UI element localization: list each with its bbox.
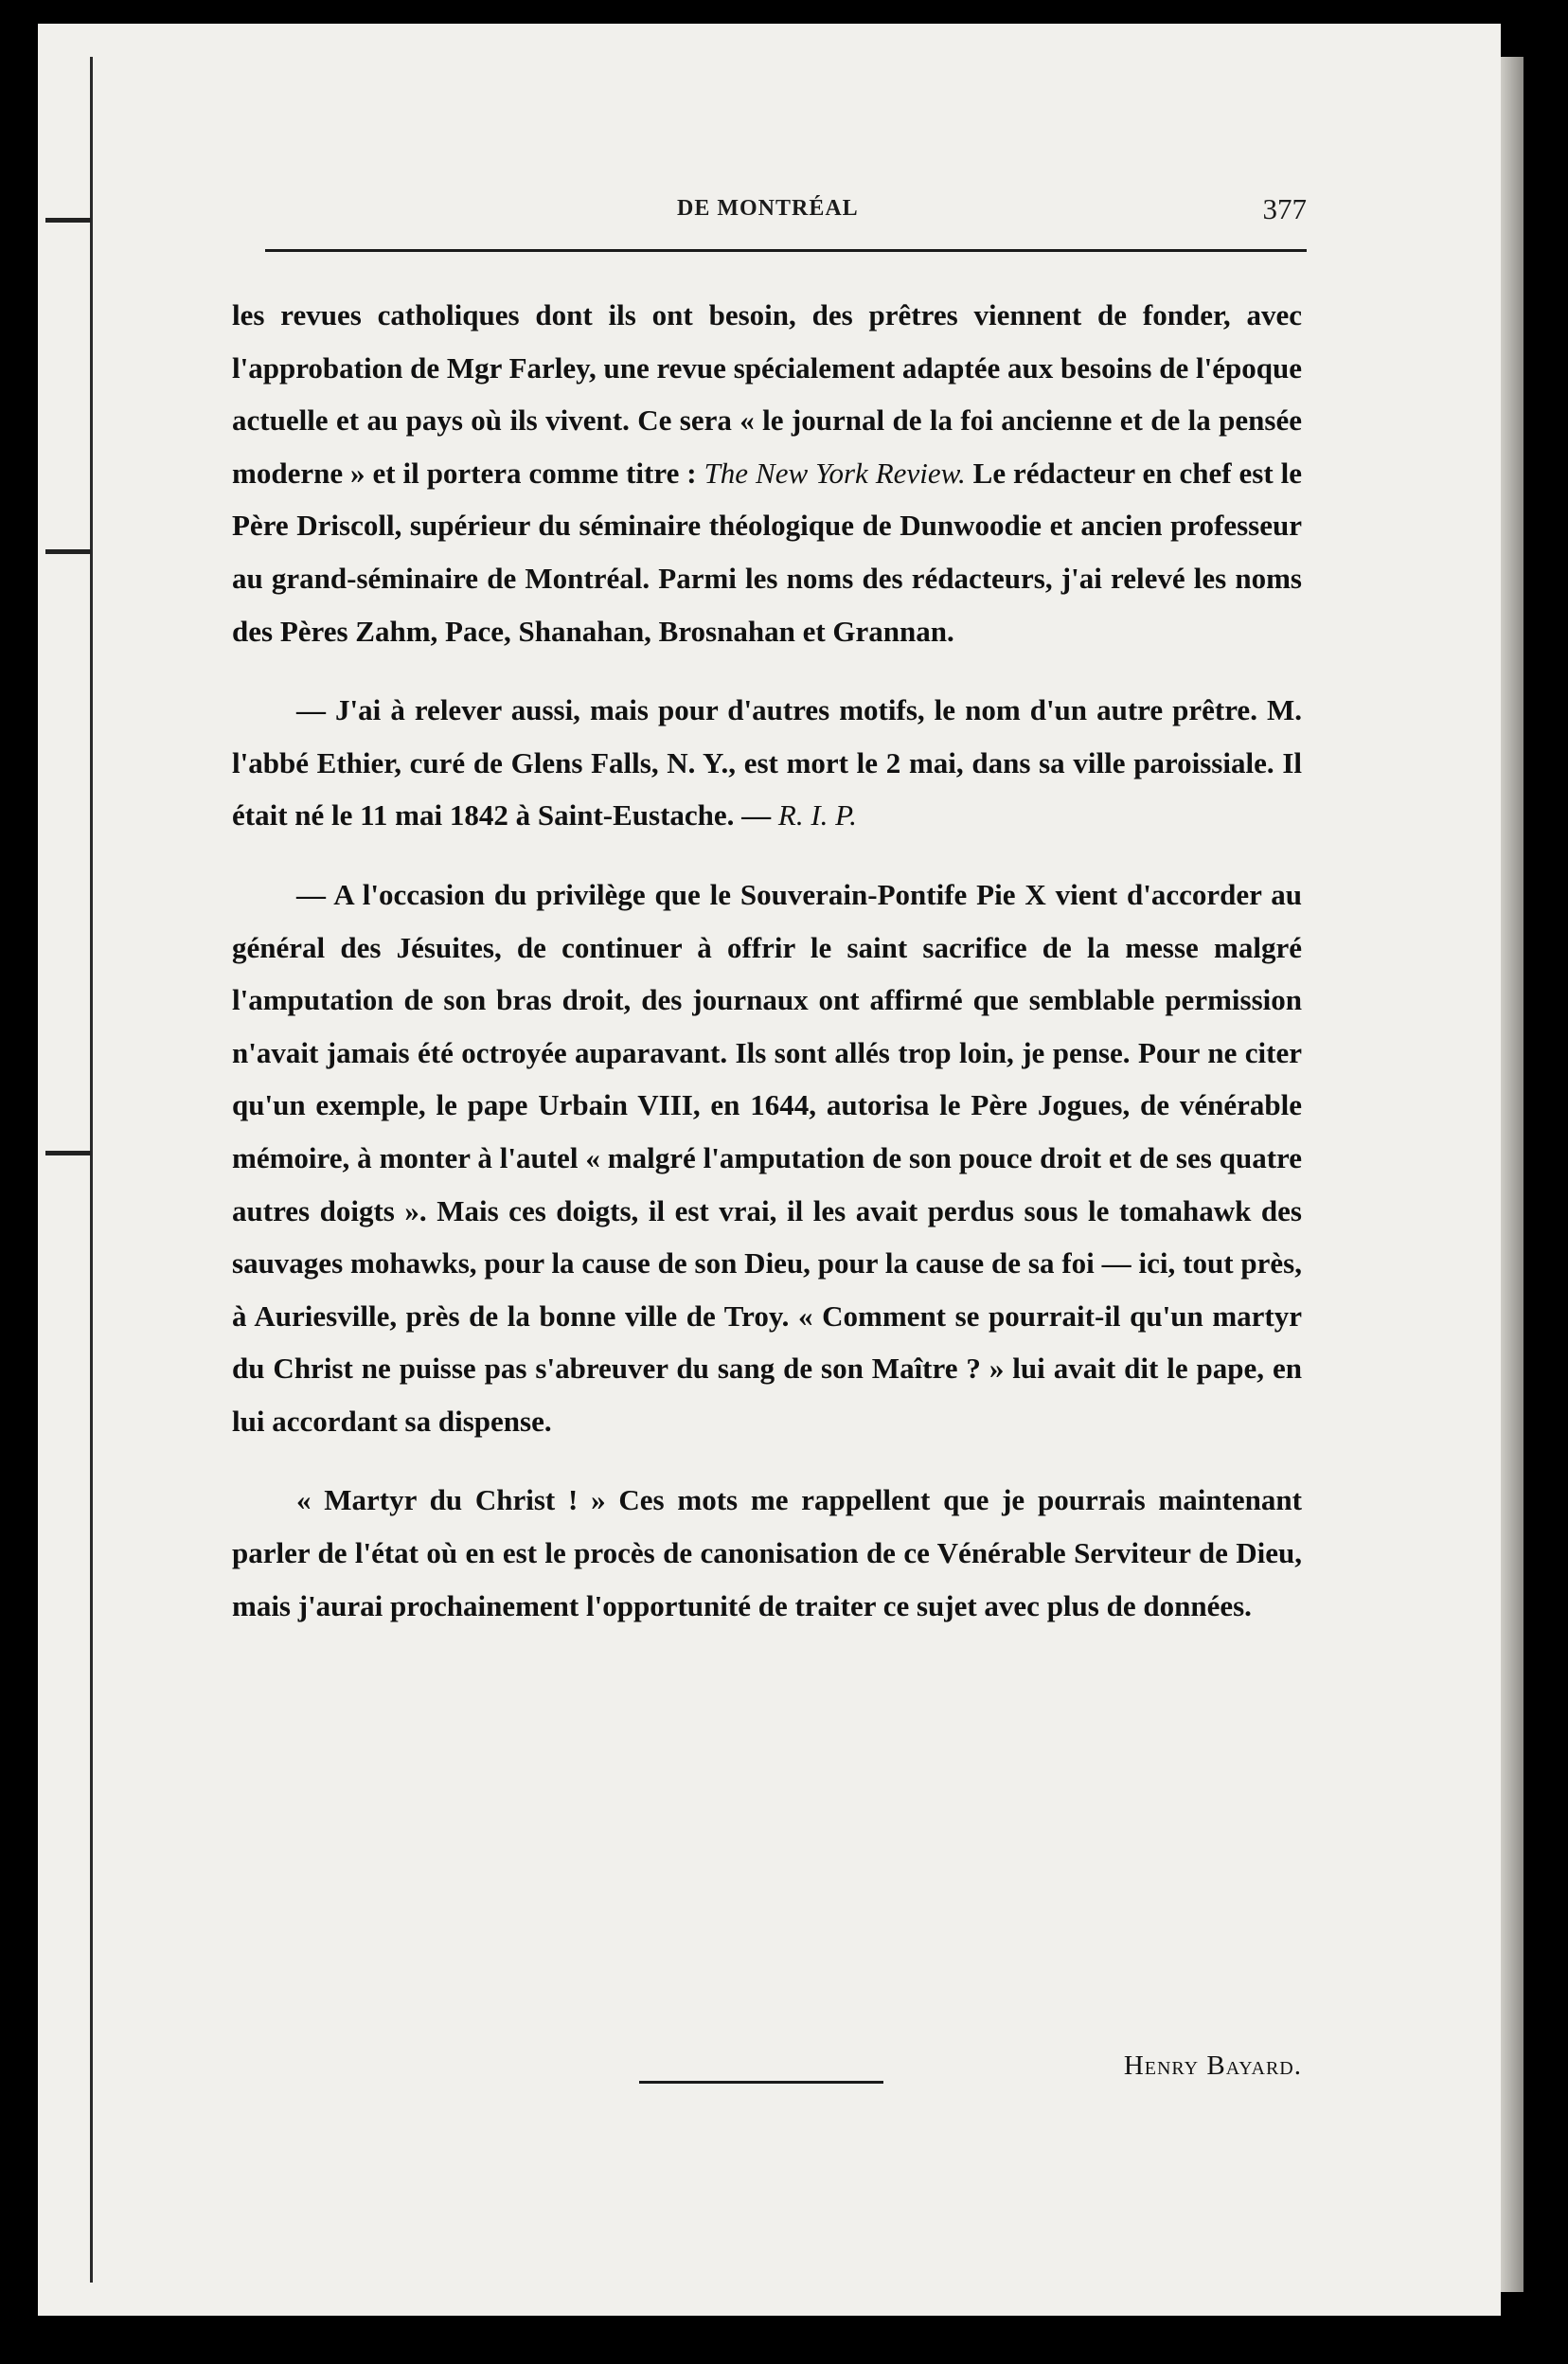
text-segment: — A l'occasion du privilège que le Souverain-Pontife Pie X vient d'accorder au général des Jésuites, de continuer à offrir le saint sacrifice de la messe malgré l'amputation de son bras droit, des journaux ont affirmé que semblable permission n'avait jamais été octroyée auparavant. Ils sont allés trop loin, je pense. Pour ne citer qu'un exemple, le pape Urbain VIII, en 1644, autorisa le Père Jogues, de vénérable mémoire, à monter à l'autel « malgré l'amputation de son pouce droit et de ses quatre autres doigts ». Mais ces doigts, il est vrai, il les avait perdus sous le tomahawk des sauvages mohawks, pour la cause de son Dieu, pour la cause de sa foi — ici, tout près, à Auriesville, près de la bonne ville de Troy. « Comment se pourrait-il qu'un martyr du Christ ne puisse pas s'abreuver du sang de son Maître ? » lui avait dit le pape, en lui accordant sa dispense. — [232, 877, 1302, 1438]
margin-tick — [45, 549, 91, 554]
text-segment: les revues catholiques dont ils ont besoin, des prêtres viennent de fonder, avec l'approbation de Mgr Farley, une revue spécialement adaptée aux besoins de l'époque actuelle et au pays où ils vivent. Ce sera « le journal de la foi ancienne et de la pensée moderne » et il portera comme titre : — [232, 298, 1302, 490]
margin-tick — [45, 1151, 91, 1155]
rip-abbreviation: R. I. P. — [777, 798, 857, 833]
paragraph-3 — [232, 869, 1302, 1448]
document-page — [38, 24, 1501, 2316]
paragraph-1 — [232, 289, 1302, 657]
running-title: DE MONTRÉAL — [677, 196, 859, 221]
page-number: 377 — [1262, 192, 1307, 225]
signature-row — [232, 2041, 1302, 2098]
margin-line — [90, 57, 93, 2283]
article-body — [232, 289, 1302, 1632]
margin-tick — [45, 218, 91, 223]
journal-title: The New York Review. — [704, 456, 966, 490]
author-signature: Henry Bayard. — [1123, 2051, 1302, 2081]
paragraph-2 — [232, 684, 1302, 842]
text-segment: — J'ai à relever aussi, mais pour d'autres motifs, le nom d'un autre prêtre. M. l'abbé Ethier, curé de Glens Falls, N. Y., est mort le 2 mai, dans sa ville paroissiale. Il était né le 11 mai 1842 à Saint-Eustache. — — [232, 693, 1302, 833]
paragraph-4 — [232, 1474, 1302, 1632]
text-segment: « Martyr du Christ ! » Ces mots me rappellent que je pourrais maintenant parler de l'état où en est le procès de canonisation de ce Vénérable Serviteur de Dieu, mais j'aurai prochainement l'opportunité de traiter ce sujet avec plus de données. — [232, 1483, 1302, 1622]
text-segment: Le rédacteur en chef est le Père Driscoll, supérieur du séminaire théologique de Dunwoodie et ancien professeur au grand-séminaire de Montréal. Parmi les noms des rédacteurs, j'ai relevé les noms des Pères Zahm, Pace, Shanahan, Brosnahan et Grannan. — [232, 456, 1302, 648]
closing-rule — [639, 2081, 883, 2084]
page-edge-shadow — [1501, 57, 1523, 2292]
header-rule — [265, 249, 1307, 252]
running-header — [265, 192, 1307, 230]
